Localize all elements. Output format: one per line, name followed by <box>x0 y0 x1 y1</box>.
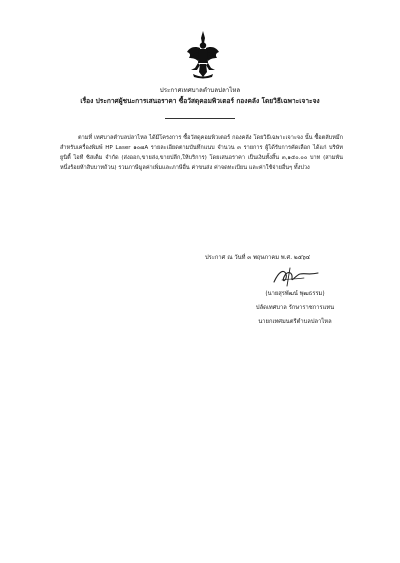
announcement-date: ประกาศ ณ วันที่ ๓ พฤษภาคม พ.ศ. ๒๕๖๔ <box>205 255 311 261</box>
handwritten-signature <box>270 265 322 289</box>
signer-name: (นายสุรพัฒน์ พุฒธรรม) <box>265 291 325 297</box>
announcement-title: เรื่อง ประกาศผู้ชนะการเสนอราคา ซื้อวัสดุคอมพิวเตอร์ กองคลัง โดยวิธีเฉพาะเจาะจง <box>80 97 320 105</box>
garuda-emblem-icon <box>185 30 221 80</box>
organization-name: ประกาศเทศบาลตำบลปลาไหล <box>159 87 241 94</box>
title-divider <box>165 118 235 119</box>
signer-position-acting: นายกเทศมนตรีตำบลปลาไหล <box>258 319 332 325</box>
signer-position: ปลัดเทศบาล รักษาราชการแทน <box>255 305 335 311</box>
body-paragraph: ตามที่ เทศบาลตำบลปลาไหล ได้มีโครงการ ซื้อวัสดุคอมพิวเตอร์ กองคลัง โดยวิธีเฉพาะเจาะจง นั้น ซื้อตลับหมึกสำหรับเครื่องพิมพ์ HP Laser ๑๐๗A รายละเอียดตามบันทึกแนบ จำนวน ๓ รายการ ผู้ได้รับการคัดเลือก ได้แก่ บริษัท ยูนิตี้ ไอที ซิสเต็ม จำกัด (ส่งออก,ขายส่ง,ขายปลีก,ให้บริการ) โดยเสนอราคา เป็นเงินทั้งสิ้น ๓,๑๕๐.๐๐ บาท (สามพันหนึ่งร้อยห้าสิบบาทถ้วน) รวมภาษีมูลค่าเพิ่มและภาษีอื่น ค่าขนส่ง ค่าจดทะเบียน และค่าใช้จ่ายอื่นๆ ทั้งปวง <box>60 135 343 171</box>
announcement-body <box>60 133 343 173</box>
